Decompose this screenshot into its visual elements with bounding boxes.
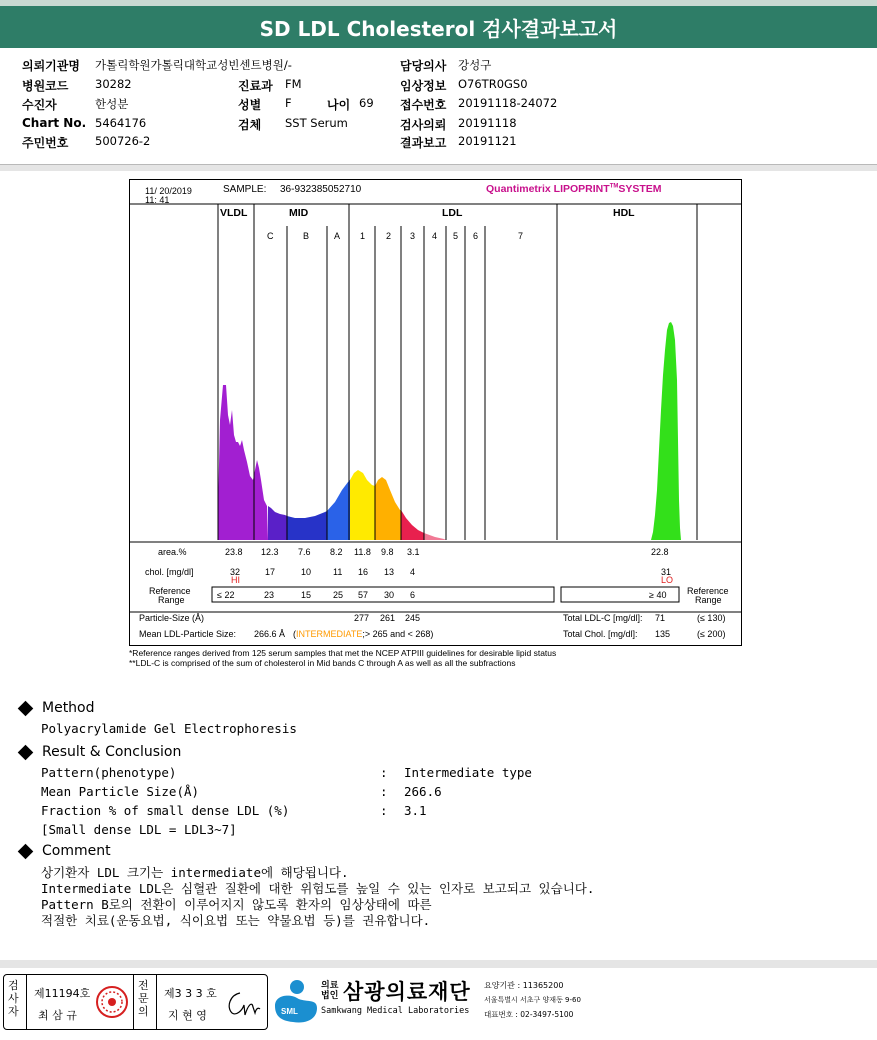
- chol-label: chol. [mg/dl]: [145, 567, 194, 577]
- area-vldl: 23.8: [225, 547, 243, 557]
- chol-vldl: 32: [230, 567, 241, 577]
- logo-text: SML: [281, 1007, 298, 1016]
- sample-id: 36-932385052710: [280, 184, 362, 195]
- ref-label-left-2: Range: [158, 595, 185, 605]
- request-date-value: 20191118: [458, 116, 517, 130]
- ref-mid-c: 23: [264, 590, 275, 600]
- band-mid-a: A: [334, 231, 341, 241]
- chart-no-value: 5464176: [95, 116, 147, 130]
- band-ldl4: 4: [432, 231, 438, 241]
- sample-label: SAMPLE:: [223, 184, 267, 195]
- total-chol-ref: (≤ 200): [697, 629, 726, 639]
- institution-value: 가톨릭학원가톨릭대학교성빈센트병원/-: [95, 58, 292, 72]
- band-vldl: VLDL: [220, 207, 248, 219]
- mid-c-peak: [268, 506, 287, 540]
- doctor-label: 담당의사: [400, 59, 447, 73]
- comment-line: Pattern B로의 전환이 이루어지지 않도록 환자의 임상상태에 따른: [41, 897, 432, 912]
- ref-vldl: ≤ 22: [217, 590, 235, 600]
- divider: [26, 975, 27, 1029]
- band-hdl: HDL: [613, 207, 635, 219]
- ref-mid-a: 25: [333, 590, 344, 600]
- chart-date: 11/ 20/2019: [145, 186, 192, 196]
- hospital-code-value: 30282: [95, 77, 132, 91]
- receipt-no-value: 20191118-24072: [458, 96, 558, 110]
- lipoprint-graph: [130, 180, 741, 645]
- divider-band: [0, 165, 877, 171]
- total-chol-value: 135: [655, 629, 671, 639]
- ldl1-peak: [350, 470, 375, 540]
- sex-label: 성별: [238, 98, 262, 112]
- mid-a-peak: [327, 480, 350, 540]
- specialist-label: 전 문 의: [138, 979, 149, 1018]
- ldl3-peak: [401, 510, 424, 540]
- particle-size-label: Particle-Size (Å): [139, 613, 205, 623]
- result-row-label: Pattern(phenotype): [41, 765, 177, 780]
- divider: [133, 975, 134, 1029]
- chol-ldl1: 16: [358, 567, 369, 577]
- particle-ldl2: 261: [380, 613, 396, 623]
- result-colon: :: [380, 784, 388, 799]
- ldl4-tail: [424, 533, 446, 540]
- result-heading: Result & Conclusion: [18, 744, 181, 760]
- method-text: Polyacrylamide Gel Electrophoresis: [41, 721, 297, 736]
- comment-line: 적절한 치료(운동요법, 식이요법 또는 약물요법 등)를 권유합니다.: [41, 913, 431, 928]
- result-row-value: Intermediate type: [404, 765, 532, 780]
- area-mid-c: 12.3: [261, 547, 279, 557]
- area-mid-b: 7.6: [298, 547, 311, 557]
- band-ldl3: 3: [410, 231, 416, 241]
- examiner-seal-icon: [95, 985, 129, 1019]
- ref-ldl2: 30: [384, 590, 395, 600]
- patient-value: 한성분: [95, 97, 129, 111]
- age-value: 69: [359, 96, 374, 110]
- institution-label: 의뢰기관명: [22, 59, 80, 73]
- band-ldl: LDL: [442, 207, 463, 219]
- chol-mid-b: 10: [301, 567, 312, 577]
- dept-value: FM: [285, 77, 302, 91]
- band-ldl7: 7: [518, 231, 524, 241]
- band-mid-c: C: [267, 231, 274, 241]
- band-ldl2: 2: [386, 231, 392, 241]
- chart-no-label: Chart No.: [22, 116, 87, 130]
- specialist-license-no: 제3 3 3 호: [164, 987, 217, 1000]
- resident-no-value: 500726-2: [95, 134, 151, 148]
- result-row-value: 3.1: [404, 803, 427, 818]
- lipoprint-chart: [129, 179, 742, 646]
- area-ldl2: 9.8: [381, 547, 394, 557]
- comment-line: Intermediate LDL은 심혈관 질환에 대한 위험도를 높일 수 있는 인자로 보고되고 있습니다.: [41, 881, 595, 896]
- ref-mid-b: 15: [301, 590, 312, 600]
- area-hdl: 22.8: [651, 547, 669, 557]
- examiner-license-no: 제11194호: [34, 987, 91, 1000]
- result-colon: :: [380, 803, 388, 818]
- page-title-bar: [0, 0, 877, 48]
- examiner-label: 검 사 자: [8, 979, 19, 1018]
- ref-label-right-1: Reference: [687, 586, 729, 596]
- comment-line: 상기환자 LDL 크기는 intermediate에 해당됩니다.: [41, 865, 349, 880]
- result-row-value: 266.6: [404, 784, 442, 799]
- result-note: [Small dense LDL = LDL3~7]: [41, 822, 237, 837]
- chol-ldl2: 13: [384, 567, 395, 577]
- ref-ldl3: 6: [410, 590, 416, 600]
- area-label: area.%: [158, 547, 187, 557]
- particle-ldl1: 277: [354, 613, 370, 623]
- signature-box: [3, 974, 268, 1030]
- band-ldl1: 1: [360, 231, 366, 241]
- patient-info-block: [0, 54, 877, 162]
- resident-no-label: 주민번호: [22, 136, 69, 150]
- brand-label: Quantimetrix LIPOPRINT™SYSTEM: [486, 183, 662, 195]
- request-date-label: 검사의뢰: [400, 118, 447, 132]
- age-label: 나이: [327, 98, 351, 112]
- clinical-info-value: O76TR0GS0: [458, 77, 528, 91]
- divider: [156, 975, 157, 1029]
- total-ldl-value: 71: [655, 613, 666, 623]
- org-name: 삼광의료재단: [343, 980, 471, 1004]
- flag-vldl-hi: HI: [231, 575, 240, 585]
- footnote-1: *Reference ranges derived from 125 serum samples that met the NCEP ATPIII guidelines for desirable lipid status: [129, 648, 557, 658]
- result-row-label: Mean Particle Size(Å): [41, 784, 200, 799]
- sex-value: F: [285, 96, 292, 110]
- chol-ldl3: 4: [410, 567, 416, 577]
- clinical-info-label: 임상정보: [400, 79, 447, 93]
- sml-logo-icon: [271, 976, 321, 1026]
- mid-b-peak: [287, 511, 327, 540]
- dept-label: 진료과: [238, 79, 273, 93]
- ref-ldl1: 57: [358, 590, 369, 600]
- area-ldl3: 3.1: [407, 547, 420, 557]
- footnote-2: **LDL-C is comprised of the sum of cholesterol in Mid bands C through A as well as all the subfractions: [129, 658, 516, 668]
- band-mid-b: B: [303, 231, 310, 241]
- hdl-peak: [651, 322, 681, 540]
- band-ldl6: 6: [473, 231, 479, 241]
- mean-size-label: Mean LDL-Particle Size:: [139, 629, 237, 639]
- ref-hdl: ≥ 40: [649, 590, 667, 600]
- total-ldl-label: Total LDL-C [mg/dl]:: [563, 613, 643, 623]
- report-date-value: 20191121: [458, 134, 517, 148]
- vldl-peak: [218, 385, 268, 540]
- chol-mid-a: 11: [333, 567, 343, 577]
- diamond-bullet-icon: [18, 744, 34, 760]
- area-mid-a: 8.2: [330, 547, 343, 557]
- ref-label-right-2: Range: [695, 595, 722, 605]
- flag-hdl-lo: LO: [661, 575, 674, 585]
- band-ldl5: 5: [453, 231, 459, 241]
- result-row-label: Fraction % of small dense LDL (%): [41, 803, 290, 818]
- chol-hdl: 31: [661, 567, 672, 577]
- particle-ldl3: 245: [405, 613, 421, 623]
- mean-size-class: (INTERMEDIATE;> 265 and < 268): [293, 629, 434, 639]
- total-chol-label: Total Chol. [mg/dl]:: [563, 629, 638, 639]
- doctor-value: 강성구: [458, 58, 492, 72]
- org-english-name: Samkwang Medical Laboratories: [321, 1006, 470, 1016]
- specimen-label: 검체: [238, 118, 262, 132]
- org-code: 요양기관 : 11365200: [484, 981, 564, 990]
- patient-label: 수진자: [22, 98, 57, 112]
- comment-heading: Comment: [18, 843, 111, 859]
- org-type: 의료 법인: [321, 981, 339, 1001]
- specimen-value: SST Serum: [285, 116, 348, 130]
- diamond-bullet-icon: [18, 843, 34, 859]
- band-mid: MID: [289, 207, 309, 219]
- org-phone: 대표번호 : 02-3497-5100: [484, 1010, 574, 1019]
- method-heading: Method: [18, 700, 95, 716]
- specialist-name: 지 현 영: [168, 1009, 207, 1022]
- result-colon: :: [380, 765, 388, 780]
- report-date-label: 결과보고: [400, 136, 447, 150]
- diamond-bullet-icon: [18, 700, 34, 716]
- examiner-name: 최 삼 규: [38, 1009, 77, 1022]
- ldl2-peak: [375, 477, 401, 540]
- chol-mid-c: 17: [265, 567, 276, 577]
- receipt-no-label: 접수번호: [400, 98, 447, 112]
- hospital-code-label: 병원코드: [22, 79, 69, 93]
- org-address: 서울특별시 서초구 양재동 9-60: [484, 996, 581, 1004]
- footer-divider: [0, 960, 877, 968]
- chart-time: 11: 41: [145, 195, 170, 205]
- area-ldl1: 11.8: [354, 547, 371, 557]
- specialist-signature: [222, 987, 262, 1019]
- mean-size-value: 266.6 Å: [254, 629, 286, 639]
- total-ldl-ref: (≤ 130): [697, 613, 726, 623]
- page-title: SD LDL Cholesterol 검사결과보고서: [259, 16, 618, 41]
- ref-label-left-1: Reference: [149, 586, 191, 596]
